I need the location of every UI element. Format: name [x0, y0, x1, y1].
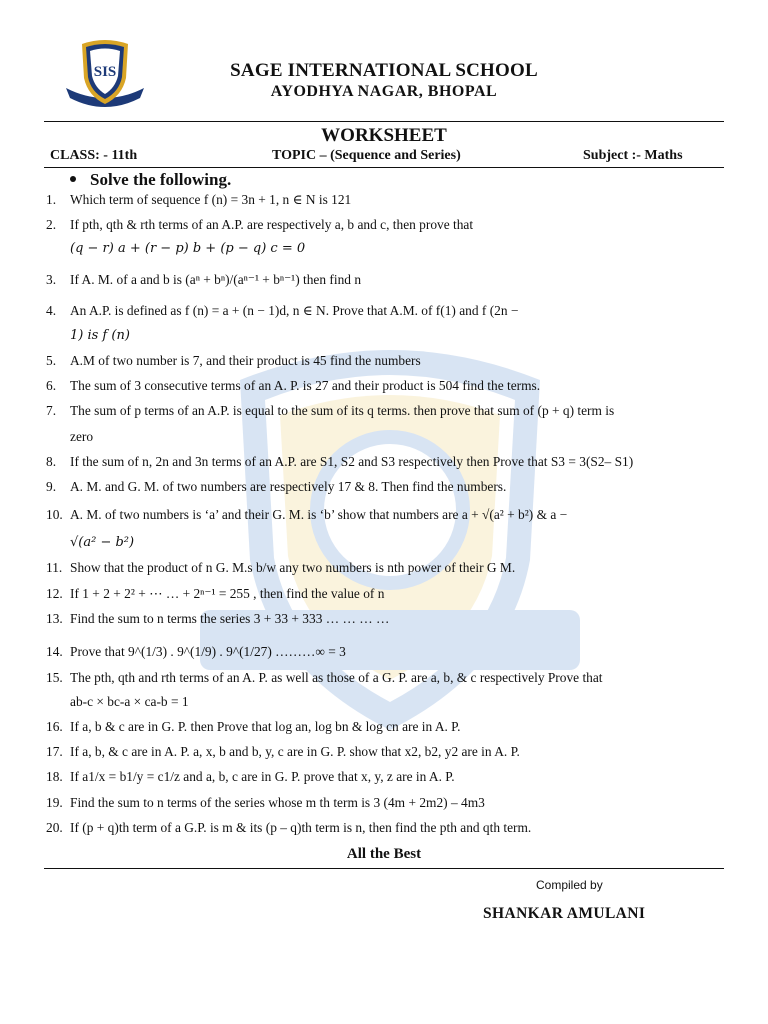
question-number: 9.: [46, 479, 57, 494]
question-4-continuation: 1) is f (n): [70, 328, 130, 343]
question-text: If a, b & c are in G. P. then Prove that log an, log bn & log cn are in A. P.: [70, 719, 461, 734]
question-number: 11.: [46, 560, 63, 575]
question-text: Which term of sequence f (n) = 3n + 1, n ∈ N is 121: [70, 192, 352, 207]
question-number: 12.: [46, 586, 63, 601]
school-name: SAGE INTERNATIONAL SCHOOL: [230, 60, 538, 81]
worksheet-title: WORKSHEET: [321, 125, 447, 146]
subject-label: Subject :- Maths: [583, 148, 683, 163]
topic-label: TOPIC – (Sequence and Series): [272, 148, 461, 163]
question-text: If 1 + 2 + 2² + ⋯ … + 2ⁿ⁻¹ = 255 , then find the value of n: [70, 586, 385, 601]
compiled-by-label: Compiled by: [536, 878, 603, 892]
question-2-continuation: (q − r) a + (r − p) b + (p − q) c = 0: [70, 241, 306, 256]
question-text: If a1/x = b1/y = c1/z and a, b, c are in G. P. prove that x, y, z are in A. P.: [70, 769, 455, 784]
question-text: Prove that 9^(1/3) . 9^(1/9) . 9^(1/27) ………∞ = 3: [70, 644, 346, 659]
question-text: If the sum of n, 2n and 3n terms of an A.P. are S1, S2 and S3 respectively then Prove that S3 = 3(S2– S1): [70, 454, 634, 469]
question-text: A. M. of two numbers is ‘a’ and their G. M. is ‘b’ show that numbers are a + √(a² + b²) & a −: [70, 507, 568, 522]
question-number: 16.: [46, 719, 63, 734]
question-text: A. M. and G. M. of two numbers are respectively 17 & 8. Then find the numbers.: [70, 479, 507, 494]
question-text: Find the sum to n terms the series 3 + 33 + 333 … … … …: [70, 611, 390, 626]
question-number: 13.: [46, 611, 63, 626]
question-number: 2.: [46, 217, 57, 232]
question-number: 14.: [46, 644, 63, 659]
question-text: Show that the product of n G. M.s b/w any two numbers is nth power of their G M.: [70, 560, 516, 575]
question-text: The sum of p terms of an A.P. is equal to the sum of its q terms. then prove that sum of (p + q) term is: [70, 403, 615, 418]
question-text: The pth, qth and rth terms of an A. P. as well as those of a G. P. are a, b, & c respectively Prove that: [70, 670, 603, 685]
question-7-continuation: zero: [70, 429, 94, 444]
instruction: [70, 170, 231, 190]
header-divider: [44, 121, 724, 122]
author-name: SHANKAR AMULANI: [483, 905, 646, 922]
question-text: If pth, qth & rth terms of an A.P. are respectively a, b and c, then prove that: [70, 217, 474, 232]
question-15-continuation: ab-c × bc-a × ca-b = 1: [70, 694, 189, 709]
question-text: If a, b, & c are in A. P. a, x, b and b, y, c are in G. P. show that x2, b2, y2 are in A. P.: [70, 744, 520, 759]
question-text: A.M of two number is 7, and their product is 45 find the numbers: [70, 353, 421, 368]
question-number: 6.: [46, 378, 57, 393]
question-text: Find the sum to n terms of the series whose m th term is 3 (4m + 2m2) – 4m3: [70, 795, 485, 810]
instruction-text: Solve the following.: [90, 170, 232, 189]
question-number: 17.: [46, 744, 63, 759]
class-label: CLASS: - 11th: [50, 148, 138, 163]
question-number: 7.: [46, 403, 57, 418]
question-number: 1.: [46, 192, 57, 207]
question-number: 19.: [46, 795, 63, 810]
question-number: 18.: [46, 769, 63, 784]
question-number: 8.: [46, 454, 57, 469]
question-number: 20.: [46, 820, 63, 835]
closing-message: All the Best: [346, 846, 422, 862]
question-number: 4.: [46, 303, 57, 318]
bullet-icon: [70, 176, 76, 182]
logo-text: SIS: [93, 64, 117, 80]
question-number: 10.: [46, 507, 63, 522]
question-10-continuation: √(a² − b²): [70, 535, 135, 550]
question-number: 3.: [46, 272, 57, 287]
question-text: If (p + q)th term of a G.P. is m & its (p – q)th term is n, then find the pth and qth term.: [70, 820, 532, 835]
question-text: The sum of 3 consecutive terms of an A. P. is 27 and their product is 504 find the terms.: [70, 378, 541, 393]
meta-divider: [44, 167, 724, 168]
question-text: If A. M. of a and b is (aⁿ + bⁿ)/(aⁿ⁻¹ + bⁿ⁻¹) then find n: [70, 272, 362, 287]
footer-divider: [44, 868, 724, 869]
school-address: AYODHYA NAGAR, BHOPAL: [270, 83, 498, 100]
question-number: 5.: [46, 353, 57, 368]
question-text: An A.P. is defined as f (n) = a + (n − 1)d, n ∈ N. Prove that A.M. of f(1) and f (2n −: [70, 303, 519, 318]
question-number: 15.: [46, 670, 63, 685]
